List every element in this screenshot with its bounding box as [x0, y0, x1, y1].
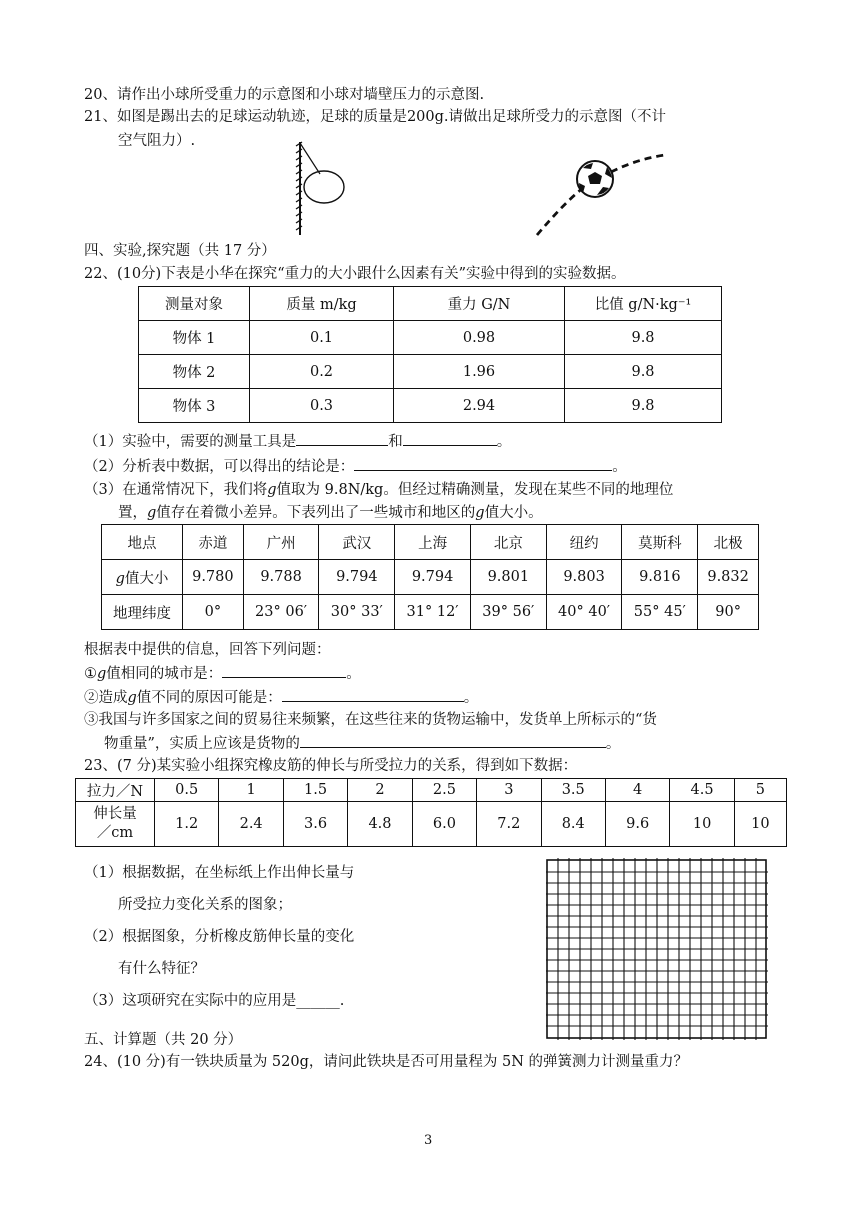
- table-header: 地点: [102, 525, 183, 560]
- table-cell: 2: [348, 779, 412, 802]
- table-cell: 物体 2: [139, 355, 250, 389]
- table-cell: 9.832: [698, 560, 759, 595]
- table-cell: 40° 40′: [546, 595, 622, 630]
- table-cell: 北极: [698, 525, 759, 560]
- table-row: [139, 355, 722, 389]
- table-cell: 55° 45′: [622, 595, 698, 630]
- table-cell: 4.5: [670, 779, 734, 802]
- table-cell: 10: [670, 802, 734, 847]
- table-cell: 2.4: [219, 802, 283, 847]
- table-header: 重力 G/N: [394, 287, 565, 321]
- table-cell: 1.2: [155, 802, 219, 847]
- q22-part2: [84, 456, 627, 477]
- table-cell: 9.803: [546, 560, 622, 595]
- q23-part3: （3）这项研究在实际中的应用是______.: [84, 993, 345, 1009]
- table-cell: 9.8: [565, 389, 722, 423]
- table-cell: 90°: [698, 595, 759, 630]
- table-cell: 0°: [183, 595, 244, 630]
- table-cell: 9.794: [319, 560, 395, 595]
- table-header: [102, 560, 183, 595]
- q22-part2-end: 。: [612, 459, 627, 475]
- table-cell: 2.5: [412, 779, 476, 802]
- table-cell: 8.4: [541, 802, 605, 847]
- table-cell: 北京: [470, 525, 546, 560]
- q22-question2: [84, 687, 478, 708]
- table-cell: 23° 06′: [243, 595, 319, 630]
- q22-part2-text: （2）分析表中数据，可以得出的结论是：: [84, 459, 355, 475]
- g-symbol: g: [115, 570, 125, 587]
- q22-question1: [84, 663, 361, 684]
- q22-question3-line1: ③我国与许多国家之间的贸易往来频繁，在这些往来的货物运输中，发货单上所标示的“货: [84, 712, 657, 728]
- table-row: [102, 525, 759, 560]
- q22-part3-text: 值大小。: [484, 505, 543, 521]
- q23-part2-line1: （2）根据图象，分析橡皮筋伸长量的变化: [84, 929, 355, 945]
- table-cell: 9.794: [395, 560, 471, 595]
- q22-question2-text: 值不同的原因可能是：: [136, 690, 282, 706]
- answer-blank[interactable]: [296, 431, 388, 446]
- table-cell: 1.96: [394, 355, 565, 389]
- table-cell: 0.98: [394, 321, 565, 355]
- table-cell: 9.780: [183, 560, 244, 595]
- table-row: [76, 802, 787, 847]
- q22-part1-end: 。: [496, 434, 512, 450]
- table-row: [102, 595, 759, 630]
- table-row: [139, 321, 722, 355]
- q23-part2-line2: 有什么特征？: [118, 961, 205, 977]
- table-cell: 3.6: [283, 802, 347, 847]
- table-cell: 39° 56′: [470, 595, 546, 630]
- q22-part1: [84, 431, 511, 452]
- gravity-mass-table: [138, 286, 722, 423]
- q20-text: 20、请作出小球所受重力的示意图和小球对墙壁压力的示意图.: [84, 87, 485, 103]
- q24-text: 24、(10 分)有一铁块质量为 520g，请问此铁块是否可用量程为 5N 的弹簧测力计测量重力？: [84, 1054, 689, 1070]
- table-cell: 广州: [243, 525, 319, 560]
- q22-question1-text: 值相同的城市是：: [106, 666, 223, 682]
- table-cell: 9.801: [470, 560, 546, 595]
- table-cell: 赤道: [183, 525, 244, 560]
- extension-unit: ／cm: [96, 825, 134, 841]
- q23-part1-line1: （1）根据数据，在坐标纸上作出伸长量与: [84, 865, 355, 881]
- g-value-label: 值大小: [124, 570, 169, 587]
- section-4-heading: 四、实验,探究题（共 17 分）: [84, 243, 276, 259]
- q22-question2-end: 。: [463, 690, 479, 706]
- table-row: [76, 779, 787, 802]
- q22-part3-line1: [84, 480, 673, 500]
- g-symbol: g: [97, 666, 107, 682]
- table-cell: 9.8: [565, 321, 722, 355]
- table-cell: 5: [734, 779, 786, 802]
- table-cell: 31° 12′: [395, 595, 471, 630]
- graph-paper-grid[interactable]: [546, 858, 768, 1040]
- football-trajectory-figure: [525, 150, 675, 240]
- q23-part1-line2: 所受拉力变化关系的图象；: [118, 897, 292, 913]
- rubber-band-table: [75, 778, 787, 847]
- q22-question3-line2: [104, 733, 620, 754]
- table-cell: 9.816: [622, 560, 698, 595]
- table-cell: 30° 33′: [319, 595, 395, 630]
- table-cell: 9.8: [565, 355, 722, 389]
- table-cell: 3: [477, 779, 541, 802]
- answer-blank[interactable]: [222, 663, 346, 678]
- table-cell: 9.788: [243, 560, 319, 595]
- section-5-heading: 五、计算题（共 20 分）: [84, 1032, 243, 1048]
- table-cell: 0.2: [250, 355, 394, 389]
- table-cell: 上海: [395, 525, 471, 560]
- table-cell: 6.0: [412, 802, 476, 847]
- answer-blank[interactable]: [403, 431, 497, 446]
- g-values-table: [101, 524, 759, 630]
- answer-blank[interactable]: [300, 733, 606, 748]
- q22-part3-line2: [118, 503, 543, 523]
- circle-number-1: ①: [84, 666, 97, 682]
- extension-label: 伸长量: [93, 806, 137, 822]
- q22-text: 22、(10分)下表是小华在探究“重力的大小跟什么因素有关”实验中得到的实验数据。: [84, 266, 626, 282]
- g-symbol: g: [127, 690, 137, 706]
- q22-part3-text: 值取为 9.8N/kg。但经过精确测量，发现在某些不同的地理位: [276, 482, 674, 498]
- table-header: 地理纬度: [102, 595, 183, 630]
- table-cell: 4: [605, 779, 669, 802]
- table-row: [102, 560, 759, 595]
- q22-part3-text: 值存在着微小差异。下表列出了一些城市和地区的: [156, 505, 476, 521]
- table-cell: 莫斯科: [622, 525, 698, 560]
- page-number: 3: [424, 1133, 433, 1148]
- q22-part1-and: 和: [388, 434, 403, 450]
- q22-info-text: 根据表中提供的信息，回答下列问题：: [84, 642, 331, 658]
- table-cell: 3.5: [541, 779, 605, 802]
- q22-part3-text: 置，: [118, 505, 147, 521]
- q22-question1-end: 。: [346, 666, 361, 682]
- table-cell: 0.3: [250, 389, 394, 423]
- table-header: 拉力／N: [76, 779, 155, 802]
- q21-text-line2: 空气阻力）.: [118, 133, 196, 149]
- q22-part3-text: （3）在通常情况下，我们将: [84, 482, 268, 498]
- g-symbol: g: [475, 505, 485, 521]
- q22-part1-text: （1）实验中，需要的测量工具是: [84, 434, 297, 450]
- wall-ball-figure: [288, 140, 358, 240]
- table-cell: 0.5: [155, 779, 219, 802]
- table-cell: 物体 3: [139, 389, 250, 423]
- table-cell: 1.5: [283, 779, 347, 802]
- q21-text-line1: 21、如图是踢出去的足球运动轨迹，足球的质量是200g.请做出足球所受力的示意图（不计: [84, 109, 667, 125]
- q23-text: 23、(7 分)某实验小组探究橡皮筋的伸长与所受拉力的关系，得到如下数据：: [84, 758, 578, 774]
- table-header: 测量对象: [139, 287, 250, 321]
- table-cell: 2.94: [394, 389, 565, 423]
- table-cell: 1: [219, 779, 283, 802]
- answer-blank[interactable]: [282, 687, 464, 702]
- table-header: [76, 802, 155, 847]
- answer-blank[interactable]: [354, 456, 612, 471]
- table-cell: 7.2: [477, 802, 541, 847]
- table-cell: 武汉: [319, 525, 395, 560]
- table-cell: 4.8: [348, 802, 412, 847]
- q22-question2-text: ②造成: [84, 690, 128, 706]
- g-symbol: g: [147, 505, 157, 521]
- table-cell: 9.6: [605, 802, 669, 847]
- table-cell: 纽约: [546, 525, 622, 560]
- table-header: 质量 m/kg: [250, 287, 394, 321]
- table-cell: 10: [734, 802, 786, 847]
- table-header: 比值 g/N·kg⁻¹: [565, 287, 722, 321]
- table-cell: 物体 1: [139, 321, 250, 355]
- table-cell: 0.1: [250, 321, 394, 355]
- table-row: [139, 389, 722, 423]
- q22-question3-end: 。: [605, 736, 621, 752]
- g-symbol: g: [267, 482, 277, 498]
- q22-question3-text: 物重量”，实质上应该是货物的: [104, 736, 300, 752]
